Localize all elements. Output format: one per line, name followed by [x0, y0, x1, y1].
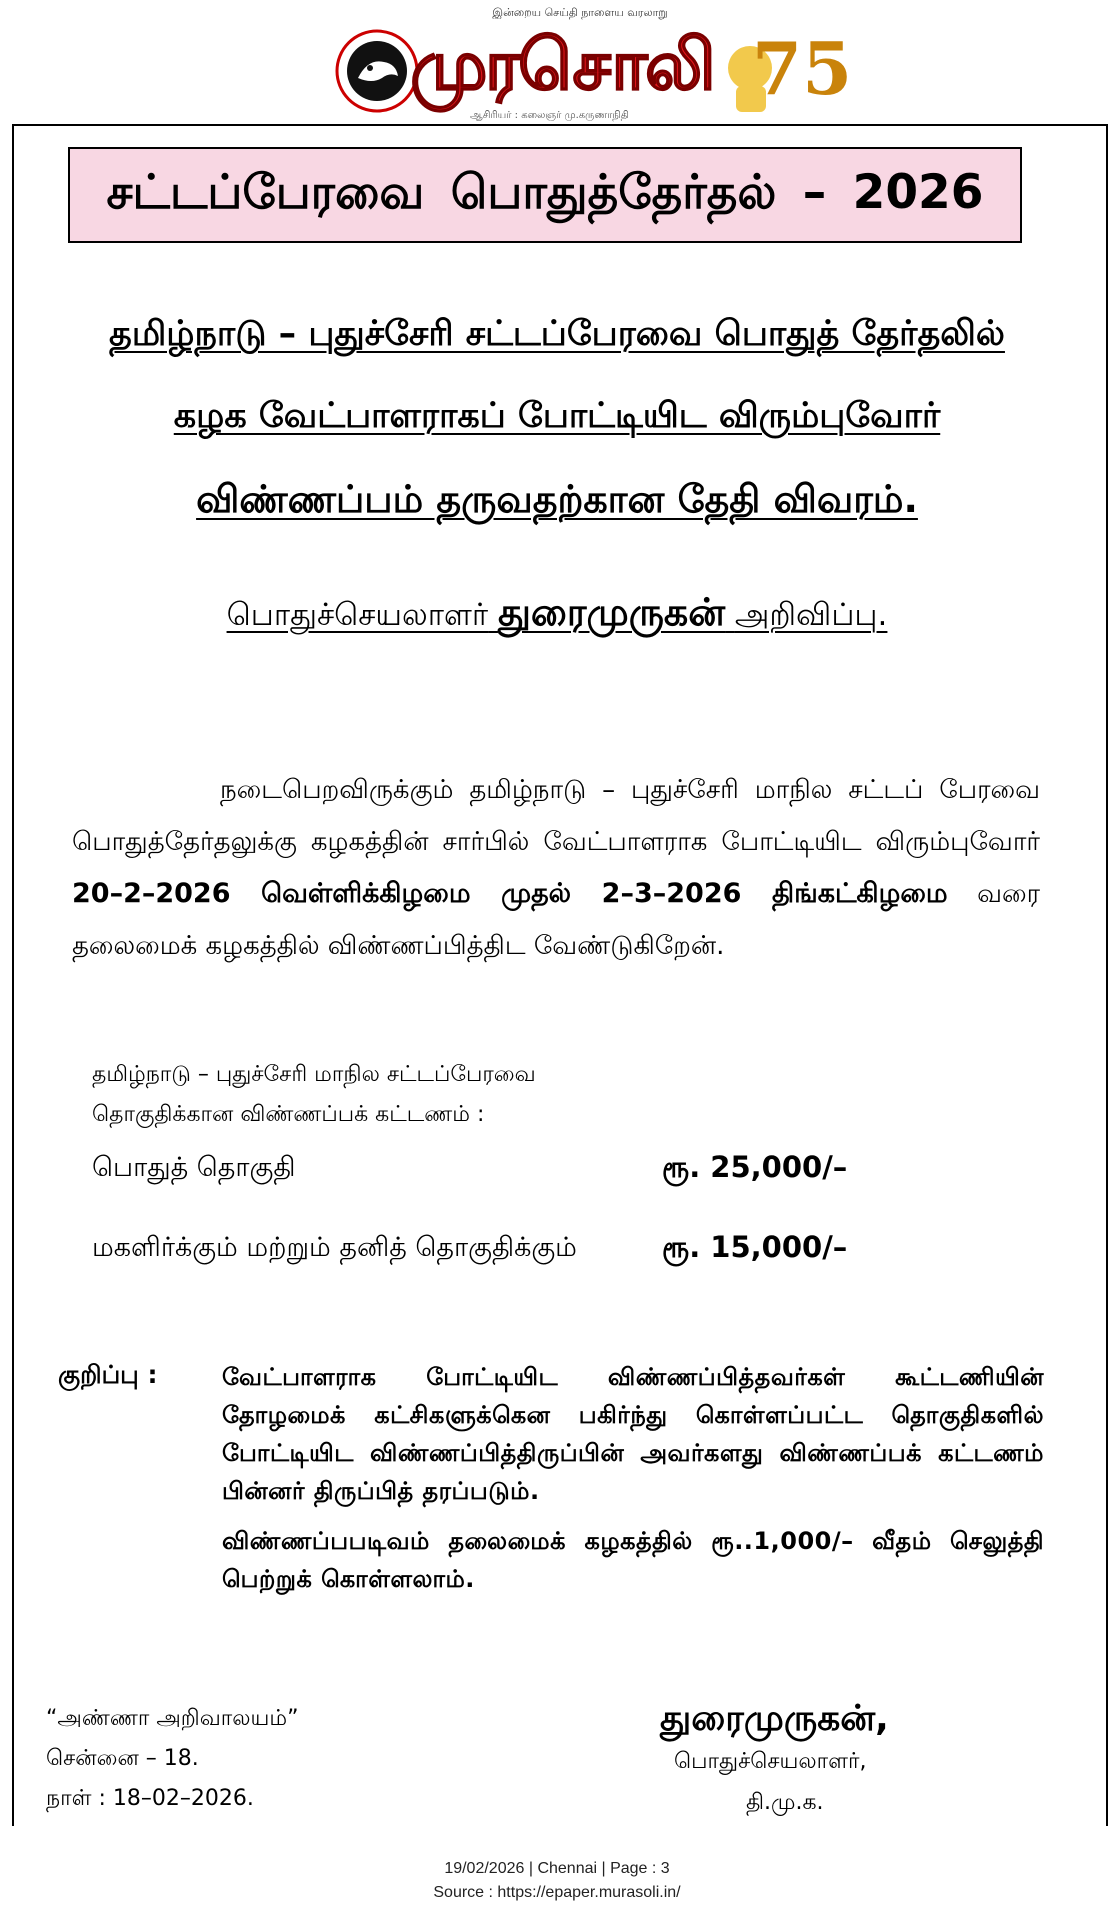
- headline-3: [0, 477, 1114, 527]
- announcement-line: [0, 590, 1114, 640]
- note-label: குறிப்பு :: [58, 1360, 158, 1389]
- notice-date: நாள் : 18–02–2026.: [46, 1786, 254, 1811]
- body-text-1: நடைபெறவிருக்கும் தமிழ்நாடு – புதுச்சேரி மாநில சட்டப் பேரவை பொதுத்தேர்தலுக்கு கழகத்தின் சார்பில் வேட்பாளராக போட்டியிட விரும்புவோர்: [72, 775, 1040, 857]
- anniversary-75-badge: [708, 16, 853, 116]
- party-emblem-icon: [334, 28, 420, 114]
- fee-amount-general: ரூ. 25,000/–: [662, 1150, 848, 1184]
- signatory-org: தி.மு.க.: [746, 1790, 824, 1815]
- body-text-2: வரை தலைமைக் கழகத்தில் விண்ணப்பித்திட வேண்டுகிறேன்.: [72, 879, 1040, 961]
- fee-heading: [92, 1055, 536, 1135]
- body-paragraph: [72, 764, 1040, 972]
- masthead-tagline: இன்றைய செய்தி நாளைய வரலாறு: [492, 6, 668, 19]
- announcer-suffix: அறிவிப்பு.: [734, 597, 888, 633]
- masthead-subtitle: ஆசிரியர் : கலைஞர் மு.கருணாநிதி: [470, 110, 629, 121]
- fee-amount-women-reserved: ரூ. 15,000/–: [662, 1230, 848, 1264]
- fee-heading-2: தொகுதிக்கான விண்ணப்பக் கட்டணம் :: [92, 1102, 485, 1127]
- footer-source: Source : https://epaper.murasoli.in/: [433, 1884, 681, 1901]
- notice-title: சட்டப்பேரவை பொதுத்தேர்தல் – 2026: [106, 164, 984, 220]
- fee-label-general: பொதுத் தொகுதி: [92, 1152, 296, 1183]
- headline-1: [0, 314, 1114, 358]
- fee-heading-1: தமிழ்நாடு – புதுச்சேரி மாநில சட்டப்பேரவை: [92, 1062, 536, 1087]
- footer-date-page: 19/02/2026 | Chennai | Page : 3: [444, 1860, 670, 1877]
- masthead-title: முரசொலி: [410, 24, 713, 106]
- body-dates: 20–2–2026 வெள்ளிக்கிழமை முதல் 2–3–2026 திங்கட்கிழமை: [72, 878, 948, 909]
- note-form-fee: விண்ணப்பபடிவம் தலைமைக் கழகத்தில் ரூ..1,000/– வீதம் செலுத்தி பெற்றுக் கொள்ளலாம்.: [222, 1527, 1044, 1593]
- headline-2-text: கழக வேட்பாளராகப் போட்டியிட விரும்புவோர்: [173, 396, 941, 436]
- signatory-name: துரைமுருகன்,: [660, 1698, 889, 1739]
- badge-number: 75: [752, 26, 853, 111]
- signatory-role: பொதுச்செயலாளர்,: [674, 1749, 867, 1774]
- announcer-name: துரைமுருகன்: [497, 590, 726, 634]
- note-refund: வேட்பாளராக போட்டியிட விண்ணப்பித்தவர்கள் கூட்டணியின் தோழமைக் கட்சிகளுக்கென பகிர்ந்து கொள்ளப்பட்ட தொகுதிகளில் போட்டியிட விண்ணப்பித்திருப்பின் அவர்களது விண்ணப்பக் கட்டணம் பின்னர் திருப்பித் தரப்படும்.: [222, 1363, 1044, 1505]
- headline-2: [0, 396, 1114, 440]
- announcer-prefix: பொதுச்செயலாளர்: [226, 597, 489, 633]
- headline-3-text: விண்ணப்பம் தருவதற்கான தேதி விவரம்.: [196, 477, 918, 521]
- address-city: சென்னை – 18.: [46, 1746, 199, 1771]
- headline-1-text: தமிழ்நாடு – புதுச்சேரி சட்டப்பேரவை பொதுத் தேர்தலில்: [109, 314, 1005, 354]
- fee-label-women-reserved: மகளிர்க்கும் மற்றும் தனித் தொகுதிக்கும்: [92, 1232, 577, 1263]
- title-box: [68, 147, 1022, 243]
- address-building: “அண்ணா அறிவாலயம்”: [46, 1706, 299, 1731]
- masthead: [320, 6, 853, 121]
